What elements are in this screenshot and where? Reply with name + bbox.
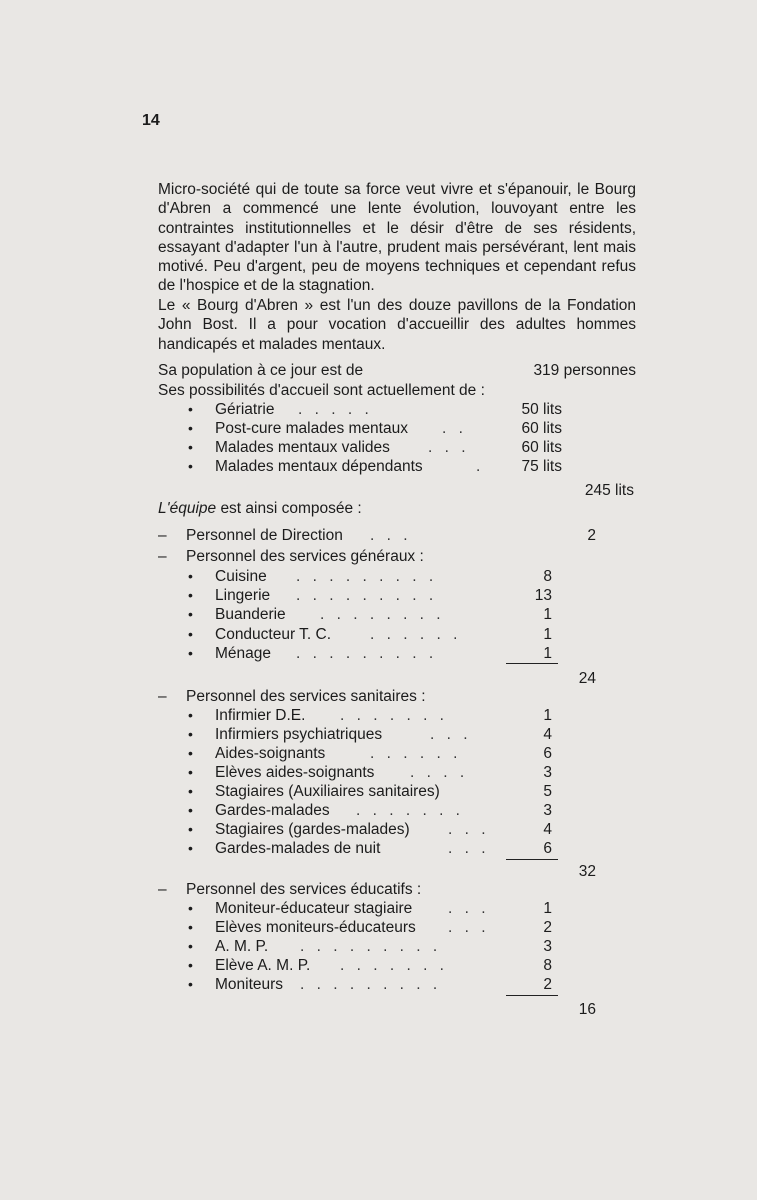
bullet-icon: • bbox=[188, 976, 193, 992]
general-value-lingerie: 13 bbox=[534, 587, 552, 604]
sanitary-total: 32 bbox=[578, 863, 596, 880]
bullet-icon: • bbox=[188, 645, 193, 661]
general-item-lingerie: Lingerie bbox=[215, 587, 271, 604]
educational-services-label: Personnel des services éducatifs : bbox=[186, 881, 422, 898]
bullet-icon: • bbox=[188, 458, 193, 474]
bullet-icon: • bbox=[188, 919, 193, 935]
sanitary-value-nuit: 6 bbox=[543, 840, 552, 857]
sanitary-item-aides: Aides-soignants bbox=[215, 745, 326, 762]
general-total: 24 bbox=[578, 670, 596, 687]
subtotal-rule bbox=[506, 859, 558, 860]
leader-dots: . . . bbox=[448, 919, 490, 936]
leader-dots: . . . . bbox=[410, 764, 469, 781]
capacity-item-dependants: Malades mentaux dépendants bbox=[215, 458, 423, 475]
educational-total: 16 bbox=[578, 1001, 596, 1018]
bullet-icon: • bbox=[188, 745, 193, 761]
educational-value-moniteur-stagiaire: 1 bbox=[543, 900, 552, 917]
sanitary-item-infirmier: Infirmier D.E. bbox=[215, 707, 306, 724]
leader-dots: . . . bbox=[370, 527, 412, 544]
educational-value-eleves-moniteurs: 2 bbox=[543, 919, 552, 936]
leader-dots: . . . . . . . . . bbox=[296, 645, 438, 662]
bullet-icon: • bbox=[188, 726, 193, 742]
educational-value-amp: 3 bbox=[543, 938, 552, 955]
bullet-icon: • bbox=[188, 401, 193, 417]
educational-item-amp: A. M. P. bbox=[215, 938, 269, 955]
educational-item-moniteurs: Moniteurs bbox=[215, 976, 284, 993]
bullet-icon: • bbox=[188, 764, 193, 780]
direction-value: 2 bbox=[587, 527, 596, 544]
team-heading-rest: est ainsi composée : bbox=[220, 500, 362, 517]
general-services-label: Personnel des services généraux : bbox=[186, 548, 424, 565]
bullet-icon: • bbox=[188, 587, 193, 603]
leader-dots: . . . . . . . bbox=[356, 802, 464, 819]
sanitary-value-aides: 6 bbox=[543, 745, 552, 762]
general-value-conducteur: 1 bbox=[543, 626, 552, 643]
leader-dots: . . . bbox=[448, 840, 490, 857]
sanitary-item-gardes: Gardes-malades bbox=[215, 802, 330, 819]
educational-item-eleve-amp: Elève A. M. P. bbox=[215, 957, 311, 974]
page-number: 14 bbox=[142, 112, 160, 129]
bullet-icon: • bbox=[188, 900, 193, 916]
leader-dots: . . . . . . . . . bbox=[300, 976, 442, 993]
team-heading bbox=[158, 499, 362, 518]
population-value: 319 personnes bbox=[533, 362, 636, 379]
bullet-icon: • bbox=[188, 957, 193, 973]
sanitary-value-stagiaires-gardes: 4 bbox=[543, 821, 552, 838]
leader-dots: . . bbox=[442, 420, 467, 437]
capacity-value-valides: 60 lits bbox=[521, 439, 562, 456]
bullet-icon: • bbox=[188, 439, 193, 455]
general-value-buanderie: 1 bbox=[543, 606, 552, 623]
leader-dots: . . . . . . . bbox=[340, 957, 448, 974]
sanitary-item-stagiaires-gardes: Stagiaires (gardes-malades) bbox=[215, 821, 410, 838]
capacity-value-post-cure: 60 lits bbox=[521, 420, 562, 437]
bullet-icon: • bbox=[188, 707, 193, 723]
sanitary-value-gardes: 3 bbox=[543, 802, 552, 819]
dash-icon: – bbox=[158, 548, 167, 565]
team-heading-italic: L'équipe bbox=[158, 500, 217, 517]
leader-dots: . . . bbox=[448, 900, 490, 917]
dash-icon: – bbox=[158, 527, 167, 544]
leader-dots: . . . bbox=[428, 439, 470, 456]
sanitary-value-psychiatriques: 4 bbox=[543, 726, 552, 743]
sanitary-item-eleves: Elèves aides-soignants bbox=[215, 764, 375, 781]
direction-label: Personnel de Direction bbox=[186, 527, 343, 544]
leader-dots: . . . . . . . . . bbox=[296, 587, 438, 604]
sanitary-value-infirmier: 1 bbox=[543, 707, 552, 724]
capacity-total: 245 lits bbox=[584, 482, 634, 499]
bullet-icon: • bbox=[188, 840, 193, 856]
dash-icon: – bbox=[158, 881, 167, 898]
foundation-paragraph: Le « Bourg d'Abren » est l'un des douze pavillons de la Fondation John Bost. Il a pour vocation d'accueillir des adultes hommes handicapés et malades mentaux. bbox=[158, 297, 636, 353]
bullet-icon: • bbox=[188, 606, 193, 622]
general-item-conducteur: Conducteur T. C. bbox=[215, 626, 332, 643]
educational-item-moniteur-stagiaire: Moniteur-éducateur stagiaire bbox=[215, 900, 413, 917]
general-item-buanderie: Buanderie bbox=[215, 606, 286, 623]
bullet-icon: • bbox=[188, 938, 193, 954]
capacity-value-geriatrie: 50 lits bbox=[521, 401, 562, 418]
leader-dots: . . . bbox=[448, 821, 490, 838]
general-item-menage: Ménage bbox=[215, 645, 272, 662]
educational-value-moniteurs: 2 bbox=[543, 976, 552, 993]
subtotal-rule bbox=[506, 995, 558, 996]
educational-item-eleves-moniteurs: Elèves moniteurs-éducateurs bbox=[215, 919, 416, 936]
general-value-menage: 1 bbox=[543, 645, 552, 662]
leader-dots: . . . bbox=[430, 726, 472, 743]
leader-dots: . . . . . . . . . bbox=[296, 568, 438, 585]
capacity-item-geriatrie: Gériatrie bbox=[215, 401, 275, 418]
leader-dots: . bbox=[476, 458, 485, 475]
bullet-icon: • bbox=[188, 568, 193, 584]
sanitary-item-psychiatriques: Infirmiers psychiatriques bbox=[215, 726, 383, 743]
leader-dots: . . . . . . bbox=[370, 745, 462, 762]
bullet-icon: • bbox=[188, 420, 193, 436]
general-item-cuisine: Cuisine bbox=[215, 568, 267, 585]
subtotal-rule bbox=[506, 663, 558, 664]
bullet-icon: • bbox=[188, 821, 193, 837]
bullet-icon: • bbox=[188, 802, 193, 818]
capacity-item-valides: Malades mentaux valides bbox=[215, 439, 390, 456]
bullet-icon: • bbox=[188, 783, 193, 799]
leader-dots: . . . . . . . . . bbox=[300, 938, 442, 955]
leader-dots: . . . . . bbox=[298, 401, 373, 418]
capacity-item-post-cure: Post-cure malades mentaux bbox=[215, 420, 408, 437]
sanitary-services-label: Personnel des services sanitaires : bbox=[186, 688, 426, 705]
sanitary-value-stagiaires-aux: 5 bbox=[543, 783, 552, 800]
intro-paragraph: Micro-société qui de toute sa force veut vivre et s'épanouir, le Bourg d'Abren a commencé une lente évolution, louvoyant entre les contraintes institutionnelles et le désir d'être de ses résidents, essayant d'adapter l'un à l'autre, prudent mais persévérant, lent mais motivé. Peu d'argent, peu de moyens techniques et cependant refus de l'hospice et de la stagnation. bbox=[158, 181, 636, 295]
sanitary-item-stagiaires-aux: Stagiaires (Auxiliaires sanitaires) bbox=[215, 783, 440, 800]
leader-dots: . . . . . . . bbox=[340, 707, 448, 724]
dash-icon: – bbox=[158, 688, 167, 705]
sanitary-value-eleves: 3 bbox=[543, 764, 552, 781]
sanitary-item-nuit: Gardes-malades de nuit bbox=[215, 840, 381, 857]
bullet-icon: • bbox=[188, 626, 193, 642]
population-label: Sa population à ce jour est de bbox=[158, 362, 364, 379]
leader-dots: . . . . . . . . bbox=[320, 606, 445, 623]
educational-value-eleve-amp: 8 bbox=[543, 957, 552, 974]
leader-dots: . . . . . . bbox=[370, 626, 462, 643]
general-value-cuisine: 8 bbox=[543, 568, 552, 585]
capacity-heading: Ses possibilités d'accueil sont actuellement de : bbox=[158, 382, 485, 399]
capacity-value-dependants: 75 lits bbox=[521, 458, 562, 475]
